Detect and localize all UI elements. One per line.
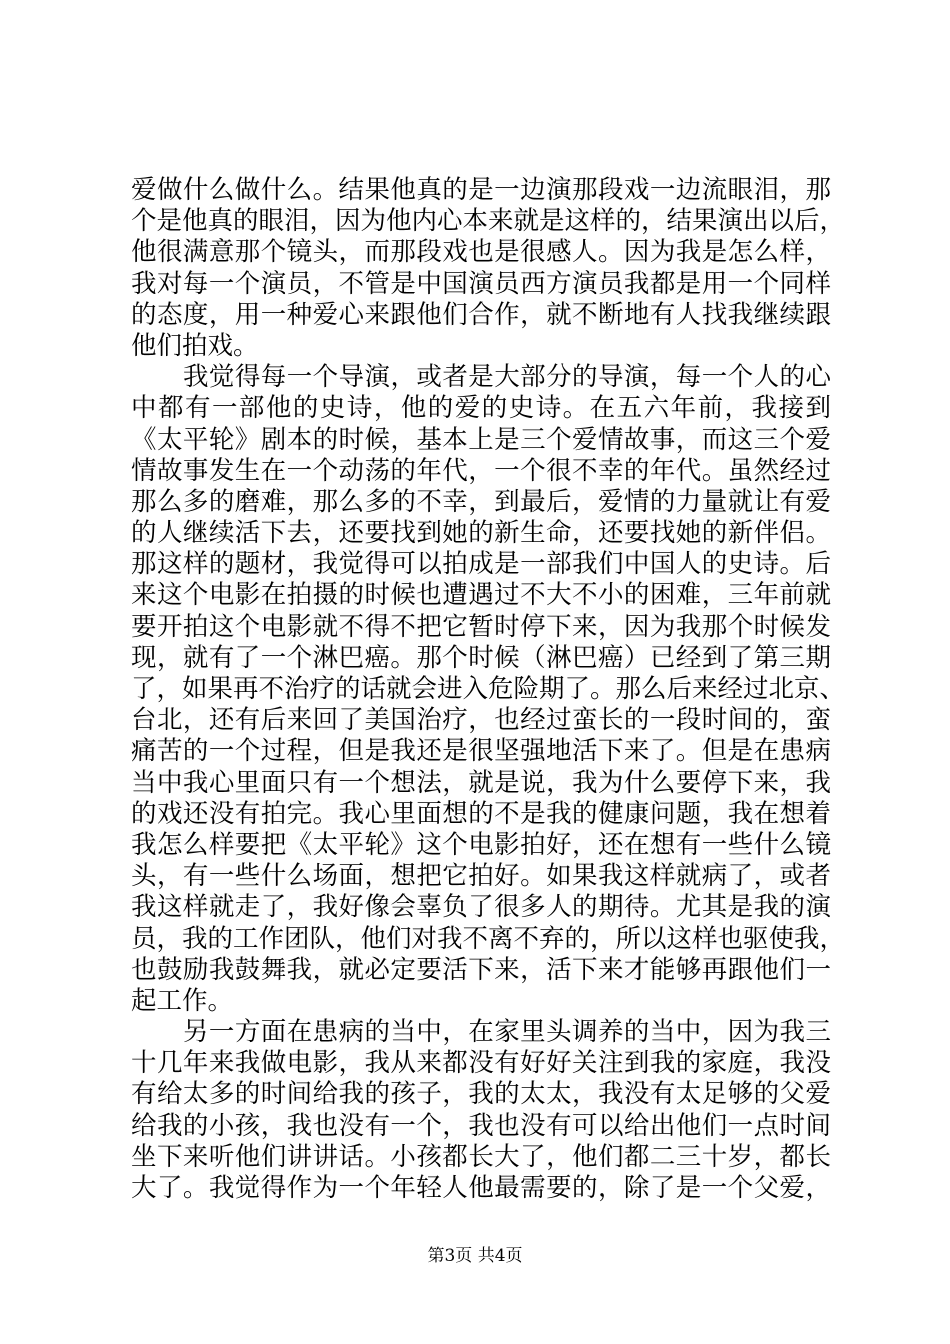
text-line: 的戏还没有拍完。我心里面想的不是我的健康问题，我在想着 [131,798,831,829]
text-line: 他很满意那个镜头，而那段戏也是很感人。因为我是怎么样， [131,237,831,268]
text-line: 当中我心里面只有一个想法，就是说，我为什么要停下来，我 [131,767,831,798]
text-line: 来这个电影在拍摄的时候也遭遇过不大不小的困难，三年前就 [131,580,831,611]
body-text [131,175,846,1204]
text-line: 另一方面在患病的当中，在家里头调养的当中，因为我三 [183,1017,831,1048]
text-line: 那这样的题材，我觉得可以拍成是一部我们中国人的史诗。后 [131,549,831,580]
text-line: 我怎么样要把《太平轮》这个电影拍好，还在想有一些什么镜 [131,829,831,860]
text-line: 现，就有了一个淋巴癌。那个时候（淋巴癌）已经到了第三期 [131,642,831,673]
text-line: 他们拍戏。 [131,330,259,361]
page-number: 第3页 共4页 [427,1246,523,1266]
text-line: 的人继续活下去，还要找到她的新生命，还要找她的新伴侣。 [131,518,831,549]
text-line: 个是他真的眼泪，因为他内心本来就是这样的，结果演出以后， [131,206,846,237]
text-line: 痛苦的一个过程，但是我还是很坚强地活下来了。但是在患病 [131,736,831,767]
text-line: 也鼓励我鼓舞我，就必定要活下来，活下来才能够再跟他们一 [131,954,831,985]
text-line: 爱做什么做什么。结果他真的是一边演那段戏一边流眼泪，那 [131,175,831,205]
text-line: 起工作。 [131,985,234,1016]
text-line: 中都有一部他的史诗，他的爱的史诗。在五六年前，我接到 [131,393,831,424]
text-line: 十几年来我做电影，我从来都没有好好关注到我的家庭，我没 [131,1048,831,1079]
text-line: 台北，还有后来回了美国治疗，也经过蛮长的一段时间的，蛮 [131,705,831,736]
text-line: 有给太多的时间给我的孩子，我的太太，我没有太足够的父爱 [131,1079,831,1110]
text-line: 我觉得每一个导演，或者是大部分的导演，每一个人的心 [183,362,831,393]
text-line: 的态度，用一种爱心来跟他们合作，就不断地有人找我继续跟 [131,299,831,330]
text-line: 那么多的磨难，那么多的不幸，到最后，爱情的力量就让有爱 [131,486,831,517]
text-line: 坐下来听他们讲讲话。小孩都长大了，他们都二三十岁，都长 [131,1141,831,1172]
text-line: 头，有一些什么场面，想把它拍好。如果我这样就病了，或者 [131,861,831,892]
text-line: 大了。我觉得作为一个年轻人他最需要的，除了是一个父爱， [131,1173,831,1203]
text-line: 我这样就走了，我好像会辜负了很多人的期待。尤其是我的演 [131,892,831,923]
text-line: 要开拍这个电影就不得不把它暂时停下来，因为我那个时候发 [131,611,831,642]
text-line: 了，如果再不治疗的话就会进入危险期了。那么后来经过北京、 [131,674,846,704]
text-line: 情故事发生在一个动荡的年代，一个很不幸的年代。虽然经过 [131,455,831,486]
text-line: 《太平轮》剧本的时候，基本上是三个爱情故事，而这三个爱 [131,424,831,455]
text-line: 给我的小孩，我也没有一个，我也没有可以给出他们一点时间 [131,1110,831,1141]
text-line: 我对每一个演员，不管是中国演员西方演员我都是用一个同样 [131,268,831,299]
text-line: 员，我的工作团队，他们对我不离不弃的，所以这样也驱使我， [131,923,846,954]
